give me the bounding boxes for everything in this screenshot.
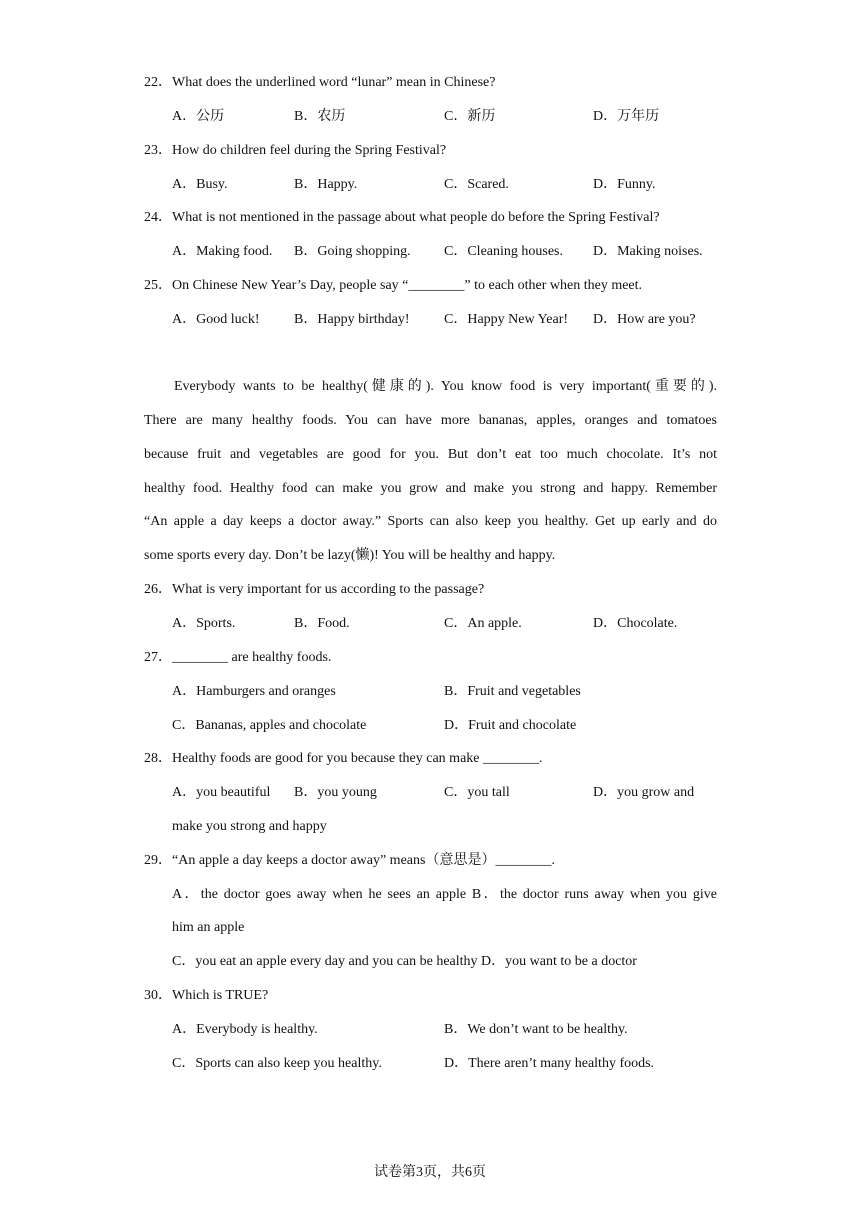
option-b: B．We don’t want to be healthy. bbox=[444, 1022, 628, 1037]
option-a: A．Good luck! bbox=[172, 312, 260, 327]
question-24-stem: 24．What is not mentioned in the passage about what people do before the Spring Festival? bbox=[144, 210, 660, 225]
option-b: B．Fruit and vegetables bbox=[444, 684, 581, 699]
passage-line: because fruit and vegetables are good for you. But don’t eat too much chocolate. It’s not bbox=[144, 447, 717, 462]
page-footer: 试卷第3页，共6页 bbox=[374, 1165, 486, 1180]
passage-line: There are many healthy foods. You can have more bananas, apples, oranges and tomatoes bbox=[144, 413, 717, 428]
option-d-continued: make you strong and happy bbox=[172, 819, 327, 834]
option-b: B．Going shopping. bbox=[294, 244, 411, 259]
option-d: D．you grow and bbox=[593, 785, 695, 800]
passage-line: some sports every day. Don’t be lazy(懒)! You will be healthy and happy. bbox=[144, 548, 556, 563]
question-26-stem: 26．What is very important for us according to the passage? bbox=[144, 582, 485, 597]
option-d: D．Making noises. bbox=[593, 244, 703, 259]
question-30-stem: 30．Which is TRUE? bbox=[144, 988, 269, 1003]
option-c: C．Cleaning houses. bbox=[444, 244, 563, 259]
option-c: C．新历 bbox=[444, 109, 496, 124]
question-29-options-ab-continued: him an apple bbox=[172, 920, 245, 935]
option-d: D．There aren’t many healthy foods. bbox=[444, 1056, 655, 1071]
option-c: C．Sports can also keep you healthy. bbox=[172, 1056, 382, 1071]
option-a: A．you beautiful bbox=[172, 785, 271, 800]
question-28-stem: 28．Healthy foods are good for you because they can make ________. bbox=[144, 751, 543, 766]
option-d: D．How are you? bbox=[593, 312, 696, 327]
option-a: A．Busy. bbox=[172, 177, 228, 192]
option-c: C．An apple. bbox=[444, 616, 522, 631]
option-d: D．万年历 bbox=[593, 109, 660, 124]
option-d: D．Fruit and chocolate bbox=[444, 718, 577, 733]
option-b: B．Food. bbox=[294, 616, 350, 631]
option-b: B．Happy birthday! bbox=[294, 312, 410, 327]
option-c: C．you tall bbox=[444, 785, 510, 800]
question-23-stem: 23．How do children feel during the Spring Festival? bbox=[144, 143, 447, 158]
option-b: B．you young bbox=[294, 785, 377, 800]
option-a: A．公历 bbox=[172, 109, 225, 124]
question-29-options-ab: A．the doctor goes away when he sees an apple B．the doctor runs away when you give bbox=[172, 887, 717, 902]
option-a: A．Hamburgers and oranges bbox=[172, 684, 336, 699]
option-d: D．Funny. bbox=[593, 177, 656, 192]
question-27-stem: 27．________ are healthy foods. bbox=[144, 650, 332, 665]
option-a: A．Sports. bbox=[172, 616, 236, 631]
question-22-stem: 22．What does the underlined word “lunar” mean in Chinese? bbox=[144, 75, 496, 90]
option-b: B．Happy. bbox=[294, 177, 358, 192]
option-a: A．Making food. bbox=[172, 244, 273, 259]
passage-line: “An apple a day keeps a doctor away.” Sports can also keep you healthy. Get up early and do bbox=[144, 514, 717, 529]
question-25-stem: 25．On Chinese New Year’s Day, people say “________” to each other when they meet. bbox=[144, 278, 643, 293]
option-c: C．Happy New Year! bbox=[444, 312, 569, 327]
passage-line: Everybody wants to be healthy(健康的). You know food is very important(重要的). bbox=[174, 379, 717, 394]
option-d: D．Chocolate. bbox=[593, 616, 678, 631]
option-b: B．农历 bbox=[294, 109, 346, 124]
option-c: C．Bananas, apples and chocolate bbox=[172, 718, 367, 733]
option-a: A．Everybody is healthy. bbox=[172, 1022, 318, 1037]
question-29-options-cd: C．you eat an apple every day and you can be healthy D．you want to be a doctor bbox=[172, 954, 637, 969]
option-c: C．Scared. bbox=[444, 177, 509, 192]
passage-line: healthy food. Healthy food can make you grow and make you strong and happy. Remember bbox=[144, 481, 717, 496]
question-29-stem: 29．“An apple a day keeps a doctor away” means（意思是）________. bbox=[144, 853, 555, 868]
